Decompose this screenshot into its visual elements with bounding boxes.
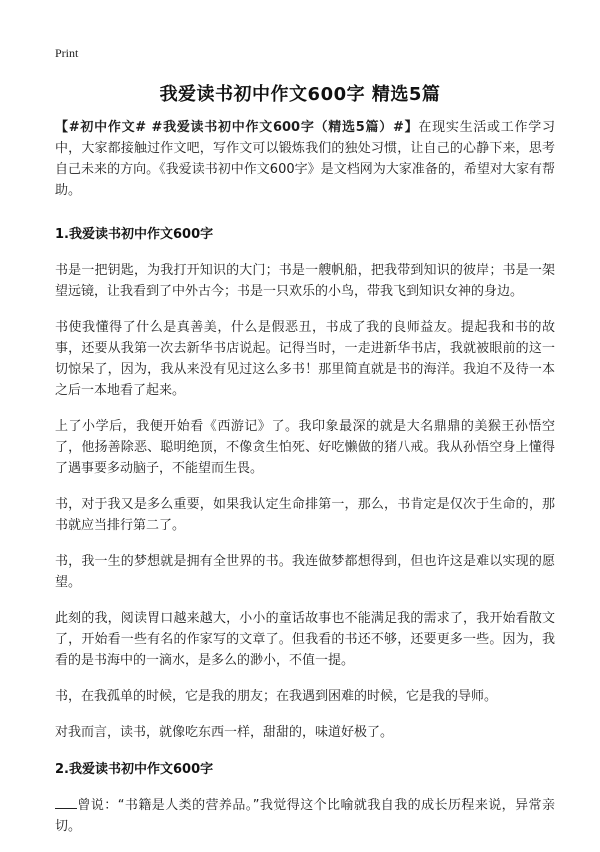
- section-heading-1: 1.我爱读书初中作文600字: [55, 227, 214, 242]
- paragraph: [55, 795, 555, 837]
- paragraph: 书使我懂得了什么是真善美，什么是假恶丑，书成了我的良师益友。提起我和书的故事，还要从我第一次去新华书店说起。记得当时，一走进新华书店，我就被眼前的这一切惊呆了，因为，我从来没有见过这么多书！那里简直就是书的海洋。我迫不及待一本之后一本地看了起来。: [55, 320, 555, 398]
- paragraph: 书，对于我又是多么重要，如果我认定生命排第一，那么，书肯定是仅次于生命的，那书就应当排行第二了。: [55, 497, 555, 533]
- paragraph: 此刻的我，阅读胃口越来越大，小小的童话故事也不能满足我的需求了，我开始看散文了，开始看一些有名的作家写的文章了。但我看的书还不够，还要更多一些。因为，我看的是书海中的一滴水，是多么的渺小，不值一提。: [55, 611, 555, 668]
- page-title: 我爱读书初中作文600字 精选5篇: [159, 84, 441, 105]
- paragraph: 对我而言，读书，就像吃东西一样，甜甜的，味道好极了。: [55, 725, 394, 740]
- intro-tag: 【#初中作文# #我爱读书初中作文600字（精选5篇）#】: [55, 120, 419, 135]
- section-heading-2: 2.我爱读书初中作文600字: [55, 762, 214, 777]
- paragraph: 书，我一生的梦想就是拥有全世界的书。我连做梦都想得到，但也许这是难以实现的愿望。: [55, 554, 555, 590]
- paragraph: 书，在我孤单的时候，它是我的朋友；在我遇到困难的时候，它是我的导师。: [55, 689, 498, 704]
- article-body: [55, 117, 555, 852]
- paragraph-text: 曾说：“书籍是人类的营养品。”我觉得这个比喻就我自我的成长历程来说，异常亲切。: [55, 798, 555, 834]
- paragraph: 上了小学后，我便开始看《西游记》了。我印象最深的就是大名鼎鼎的美猴王孙悟空了，他扬善除恶、聪明绝顶，不像贪生怕死、好吃懒做的猪八戒。我从孙悟空身上懂得了遇事要多动脑子，不能望而生畏。: [55, 419, 555, 476]
- intro-text: 在现实生活或工作学习中，大家都接触过作文吧，写作文可以锻炼我们的独处习惯，让自己的心静下来，思考自己未来的方向。《我爱读书初中作文600字》是文档网为大家准备的，希望对大家有帮助。: [55, 120, 555, 198]
- intro-paragraph: [55, 117, 555, 201]
- paragraph: 书是一把钥匙，为我打开知识的大门；书是一艘帆船，把我带到知识的彼岸；书是一架望远镜，让我看到了中外古今；书是一只欢乐的小鸟，带我飞到知识女神的身边。: [55, 263, 555, 299]
- print-label[interactable]: Print: [55, 46, 79, 60]
- blank-underline: [55, 795, 77, 809]
